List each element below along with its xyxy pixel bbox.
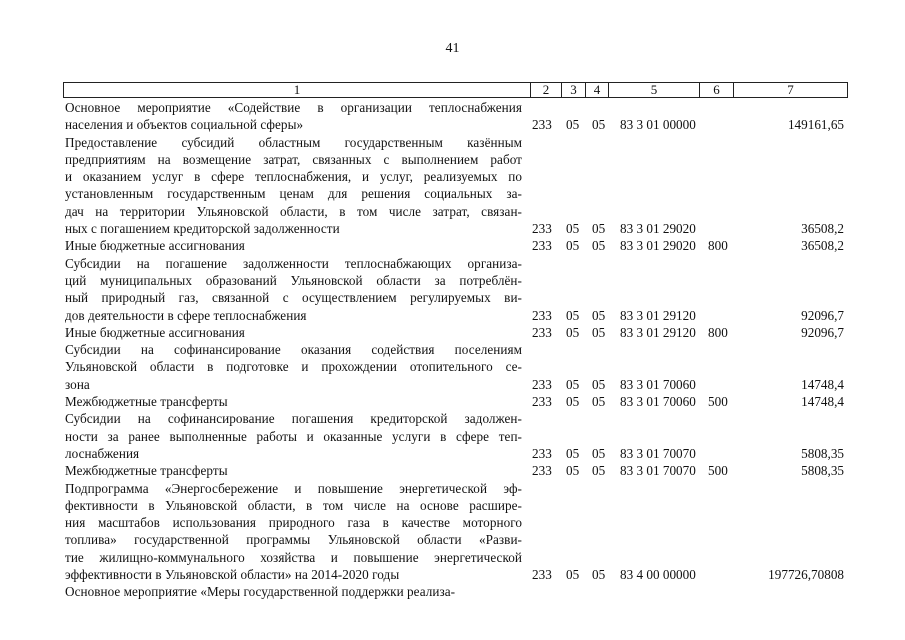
section-code: 05 [566, 117, 580, 133]
description-line: топлива» государственной программы Ульяновской области «Разви- [65, 532, 522, 548]
target-item-code: 83 3 01 29120 [620, 307, 696, 323]
amount: 36508,2 [801, 221, 844, 237]
description-line: Субсидии на погашение задолженности теплоснабжающих организа- [65, 255, 522, 271]
table-row [65, 393, 848, 410]
description-line: Основное мероприятие «Меры государственной поддержки реализа- [65, 584, 456, 600]
description-line: предприятиям на возмещение затрат, связанных с выполнением работ [65, 151, 522, 167]
row-values [65, 116, 848, 133]
row-values [65, 583, 848, 600]
header-col-2: 2 [530, 83, 561, 97]
description-line: установленным государственным ценам для решения социальных за- [65, 186, 522, 202]
description-line: Иные бюджетные ассигнования [65, 238, 245, 254]
department-code: 233 [532, 445, 552, 461]
target-item-code: 83 3 01 29020 [620, 238, 696, 254]
row-values [65, 307, 848, 324]
description-line: дач на территории Ульяновской области, в том числе затрат, связан- [65, 203, 522, 219]
target-item-code: 83 3 01 70060 [620, 394, 696, 410]
table-row [65, 480, 848, 584]
department-code: 233 [532, 394, 552, 410]
section-code: 05 [566, 445, 580, 461]
description-line: Субсидии на софинансирование оказания содействия поселениям [65, 342, 522, 358]
row-values [65, 324, 848, 341]
description-line: Межбюджетные трансферты [65, 463, 228, 479]
expense-type-code: 800 [708, 324, 728, 340]
row-values [65, 220, 848, 237]
header-col-7: 7 [733, 83, 847, 97]
description-line: Подпрограмма «Энергосбережение и повышение энергетической эф- [65, 480, 522, 496]
section-code: 05 [566, 376, 580, 392]
row-values [65, 237, 848, 254]
description-line: Субсидии на софинансирование погашения кредиторской задолжен- [65, 411, 522, 427]
row-values [65, 376, 848, 393]
target-item-code: 83 3 01 29020 [620, 221, 696, 237]
description-line: и оказанием услуг в сфере теплоснабжения, и услуг, реализуемых по [65, 169, 522, 185]
description-line: эффективности в Ульяновской области» на 2014-2020 годы [65, 567, 400, 583]
description-line: фективности в Ульяновской области, в том числе на основе расшире- [65, 497, 522, 513]
header-col-6: 6 [699, 83, 733, 97]
table-row [65, 99, 848, 134]
target-item-code: 83 3 01 70070 [620, 463, 696, 479]
subsection-code: 05 [592, 221, 606, 237]
subsection-code: 05 [592, 376, 606, 392]
expense-type-code: 500 [708, 394, 728, 410]
table-row [65, 255, 848, 324]
amount: 197726,70808 [768, 567, 844, 583]
description-line: ный природный газ, связанной с осуществлением регулируемых ви- [65, 290, 522, 306]
department-code: 233 [532, 307, 552, 323]
description-line: ных с погашением кредиторской задолженности [65, 221, 340, 237]
description-line: Предоставление субсидий областным государственным казённым [65, 134, 522, 150]
department-code: 233 [532, 463, 552, 479]
expense-type-code: 800 [708, 238, 728, 254]
header-col-3: 3 [561, 83, 585, 97]
department-code: 233 [532, 324, 552, 340]
table-row [65, 410, 848, 462]
table-header [63, 82, 848, 98]
amount: 36508,2 [801, 238, 844, 254]
subsection-code: 05 [592, 307, 606, 323]
amount: 14748,4 [801, 376, 844, 392]
target-item-code: 83 3 01 70060 [620, 376, 696, 392]
section-code: 05 [566, 567, 580, 583]
amount: 5808,35 [801, 445, 844, 461]
amount: 149161,65 [787, 117, 844, 133]
subsection-code: 05 [592, 238, 606, 254]
subsection-code: 05 [592, 567, 606, 583]
description-line: ций муниципальных образований Ульяновской области за потреблён- [65, 272, 522, 288]
description-line: дов деятельности в сфере теплоснабжения [65, 307, 307, 323]
description-line: лоснабжения [65, 445, 140, 461]
subsection-code: 05 [592, 463, 606, 479]
description-line: тие жилищно-коммунального хозяйства и повышение энергетической [65, 549, 522, 565]
table-body [65, 99, 848, 601]
target-item-code: 83 3 01 29120 [620, 324, 696, 340]
description-line: населения и объектов социальной сферы» [65, 117, 304, 133]
target-item-code: 83 3 01 70070 [620, 445, 696, 461]
description-line: ности за ранее выполненные работы и оказанные услуги в сфере теп- [65, 428, 522, 444]
department-code: 233 [532, 567, 552, 583]
table-row [65, 583, 848, 600]
department-code: 233 [532, 221, 552, 237]
amount: 5808,35 [801, 463, 844, 479]
department-code: 233 [532, 376, 552, 392]
subsection-code: 05 [592, 117, 606, 133]
row-values [65, 462, 848, 479]
table-row [65, 341, 848, 393]
description-line: зона [65, 376, 90, 392]
description-line: Иные бюджетные ассигнования [65, 324, 245, 340]
description-line: Основное мероприятие «Содействие в организации теплоснабжения [65, 100, 522, 115]
table-row [65, 134, 848, 238]
section-code: 05 [566, 238, 580, 254]
table-row [65, 462, 848, 479]
header-col-5: 5 [608, 83, 699, 97]
subsection-code: 05 [592, 445, 606, 461]
section-code: 05 [566, 324, 580, 340]
section-code: 05 [566, 394, 580, 410]
subsection-code: 05 [592, 324, 606, 340]
section-code: 05 [566, 463, 580, 479]
table-row [65, 237, 848, 254]
section-code: 05 [566, 307, 580, 323]
description-line: ния масштабов использования природного газа в качестве моторного [65, 515, 522, 531]
header-col-1: 1 [293, 82, 301, 97]
row-values [65, 566, 848, 583]
page-number: 41 [445, 41, 460, 56]
amount: 92096,7 [801, 324, 844, 340]
department-code: 233 [532, 117, 552, 133]
amount: 14748,4 [801, 394, 844, 410]
row-values [65, 445, 848, 462]
amount: 92096,7 [801, 307, 844, 323]
row-values [65, 393, 848, 410]
subsection-code: 05 [592, 394, 606, 410]
description-line: Ульяновской области в подготовке и прохождении отопительного се- [65, 359, 522, 375]
header-col-4: 4 [585, 83, 608, 97]
section-code: 05 [566, 221, 580, 237]
department-code: 233 [532, 238, 552, 254]
description-line: Межбюджетные трансферты [65, 394, 228, 410]
expense-type-code: 500 [708, 463, 728, 479]
table-row [65, 324, 848, 341]
target-item-code: 83 4 00 00000 [620, 567, 696, 583]
target-item-code: 83 3 01 00000 [620, 117, 696, 133]
